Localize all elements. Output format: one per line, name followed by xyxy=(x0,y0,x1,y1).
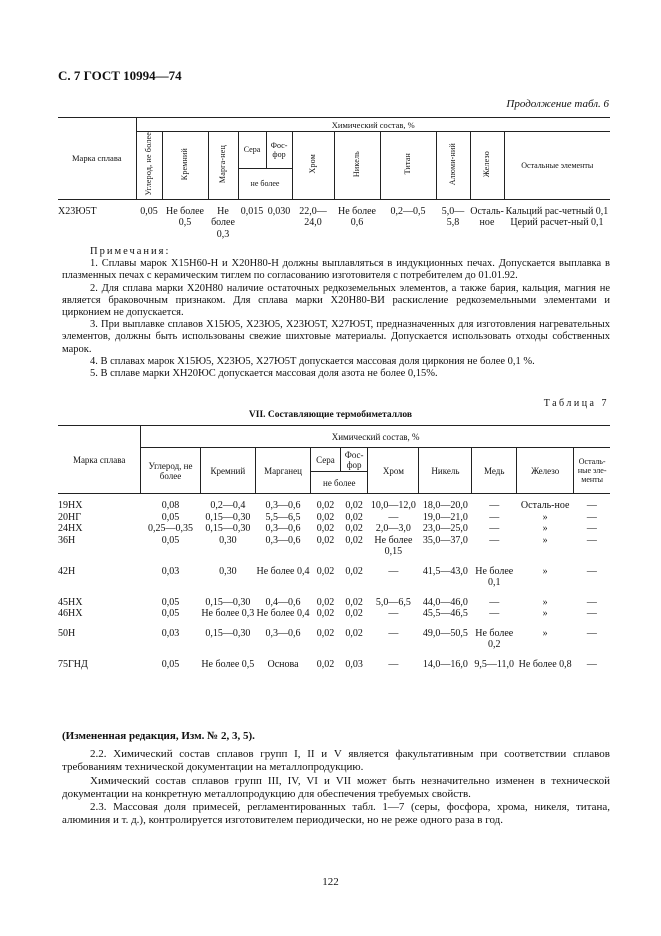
t7-cell-cr: — xyxy=(388,627,399,639)
t7-cell-o: — xyxy=(586,627,597,639)
table-7 xyxy=(58,425,610,670)
t7-cell-o: — xyxy=(586,523,597,534)
t6-cell-grade: Х23Ю5Т xyxy=(58,205,97,217)
t7-cell-si: 0,15—0,30 xyxy=(205,627,251,639)
table-7-label: Таблица 7 xyxy=(543,398,609,409)
t7-cell-cr: — xyxy=(388,511,399,523)
t7-cell-fe: » xyxy=(542,565,548,577)
t7-cell-o: — xyxy=(586,500,597,511)
t7-cell-s: 0,02 xyxy=(316,565,335,577)
t7-cell-mn: Не более 0,4 xyxy=(256,608,310,619)
t7-others-header: Осталь-ные эле-менты xyxy=(574,448,610,494)
table-row xyxy=(58,620,610,651)
t7-cell-fe: » xyxy=(542,596,548,608)
t7-cell-cr: 5,0—6,5 xyxy=(375,596,411,608)
table-row xyxy=(58,535,610,558)
t6-notmore-header: не более xyxy=(238,168,292,199)
t7-cell-p: 0,02 xyxy=(345,523,363,534)
t7-cell-s: 0,02 xyxy=(316,534,335,546)
note-4: 4. В сплавах марок Х15Ю5, Х23Ю5, Х27Ю5Т допускается массовая доля циркония не более 0,1 %. xyxy=(90,355,535,367)
t7-cell-si: 0,2—0,4 xyxy=(210,500,246,511)
page-number: 122 xyxy=(322,876,339,888)
t7-cell-g: 42Н xyxy=(58,565,76,577)
t7-cell-mn: 0,3—0,6 xyxy=(265,627,301,639)
t6-cell-c: 0,05 xyxy=(140,205,158,217)
t7-carbon-header: Углерод, не более xyxy=(141,448,200,494)
table-row xyxy=(58,494,610,512)
t7-cell-ni: 35,0—37,0 xyxy=(422,534,468,546)
t7-cell-g: 50Н xyxy=(58,627,76,639)
t6-cell-p: 0,030 xyxy=(267,205,291,217)
t7-cell-cu: — xyxy=(489,523,500,534)
t7-cell-ni: 49,0—50,5 xyxy=(422,627,468,639)
t7-cell-s: 0,02 xyxy=(316,500,335,511)
t7-cell-mn: 5,5—6,5 xyxy=(265,511,301,523)
t7-chromium-header: Хром xyxy=(368,448,419,494)
t7-cell-c: 0,03 xyxy=(161,565,180,577)
t7-cell-si: Не более 0,5 xyxy=(201,658,255,670)
t6-cell-mn: Не более 0,3 xyxy=(211,205,235,240)
page-header: С. 7 ГОСТ 10994—74 xyxy=(58,68,182,83)
t7-cell-cr: 10,0—12,0 xyxy=(370,500,416,511)
t7-cell-fe: » xyxy=(542,523,548,534)
t7-cell-ni: 41,5—43,0 xyxy=(422,565,468,577)
t7-cell-cu: Не более 0,2 xyxy=(475,627,514,650)
t6-chromium-header: Хром xyxy=(292,132,334,200)
t6-titanium-header: Титан xyxy=(380,132,436,200)
t6-aluminium-header: Алюми-ний xyxy=(436,132,470,200)
t6-silicon-header: Кремний xyxy=(162,132,208,200)
t7-cell-p: 0,02 xyxy=(345,596,363,608)
t7-cell-c: 0,05 xyxy=(161,608,180,619)
note-5: 5. В сплаве марки ХН20ЮС допускается массовая доля азота не более 0,15%. xyxy=(90,368,438,380)
t6-sulfur-header: Сера xyxy=(238,132,266,169)
table-row xyxy=(58,608,610,620)
notes-block xyxy=(62,246,610,380)
t7-cell-fe: » xyxy=(542,511,548,523)
t7-cell-cr: — xyxy=(388,565,399,577)
t6-iron-header: Железо xyxy=(470,132,504,200)
t7-cell-c: 0,05 xyxy=(161,511,180,523)
t7-cell-cu: — xyxy=(489,511,500,523)
t6-others-header: Остальные элементы xyxy=(504,132,610,200)
t7-cell-mn: Не более 0,4 xyxy=(256,565,310,577)
t7-cell-c: 0,05 xyxy=(161,596,180,608)
t7-cell-cu: — xyxy=(489,596,500,608)
t6-cell-ti: 0,2—0,5 xyxy=(390,205,426,217)
t7-cell-si: 0,30 xyxy=(219,565,237,577)
t7-cell-c: 0,05 xyxy=(161,534,180,546)
table-row xyxy=(58,589,610,609)
t7-cell-g: 46НХ xyxy=(58,608,83,619)
t7-cell-fe: » xyxy=(542,608,548,619)
t7-cell-g: 24НХ xyxy=(58,523,83,534)
t7-cell-fe: » xyxy=(542,534,548,546)
t7-cell-p: 0,02 xyxy=(345,608,363,619)
t7-cell-cu: — xyxy=(489,534,500,546)
t7-cell-g: 19НХ xyxy=(58,500,83,511)
t7-cell-o: — xyxy=(586,608,597,619)
t7-cell-mn: 0,3—0,6 xyxy=(265,523,301,534)
t7-cell-si: Не более 0,3 xyxy=(201,608,255,619)
note-3: 3. При выплавке сплавов Х15Ю5, Х23Ю5, Х23Ю5Т, Х27Ю5Т, предназначенных для изготовления нагревательных элементов, должны быть использованы свежие шихтовые материалы. Допускается использовать отходы собственных марок. xyxy=(62,319,610,355)
t7-sulfur-header: Сера xyxy=(311,448,341,472)
t7-cell-o: — xyxy=(586,658,597,670)
t7-cell-s: 0,02 xyxy=(316,627,335,639)
note-1: 1. Сплавы марок Х15Н60-Н и Х20Н80-Н должны выплавляться в индукционных печах. Допускается выплавка в плазменных печах с керамическим тиглем по согласованию изготовителя с потребителем до 01.01.92. xyxy=(62,258,610,282)
t6-phosphorus-header: Фос-фор xyxy=(266,132,292,169)
t7-cell-p: 0,02 xyxy=(345,534,363,546)
t7-cell-c: 0,05 xyxy=(161,658,180,670)
t7-cell-mn: Основа xyxy=(267,658,299,670)
edition-note: (Измененная редакция, Изм. № 2, 3, 5). xyxy=(62,730,255,742)
table-6 xyxy=(58,117,610,240)
t6-cell-ni: Не более 0,6 xyxy=(338,205,376,229)
t7-cell-fe: Не более 0,8 xyxy=(518,658,572,670)
t7-manganese-header: Марганец xyxy=(255,448,310,494)
t7-cell-mn: 0,3—0,6 xyxy=(265,534,301,546)
t7-notmore-header: не более xyxy=(311,472,368,494)
t7-cell-g: 75ГНД xyxy=(58,658,88,670)
t7-cell-cu: 9,5—11,0 xyxy=(474,658,515,670)
t7-cell-si: 0,30 xyxy=(219,534,237,546)
t7-cell-fe: » xyxy=(542,627,548,639)
t7-cell-si: 0,15—0,30 xyxy=(205,523,251,534)
t7-grade-header: Марка сплава xyxy=(58,426,141,494)
t7-nickel-header: Никель xyxy=(419,448,472,494)
table-row xyxy=(58,199,610,240)
t7-chem-header: Химический состав, % xyxy=(141,426,610,448)
t7-cell-cr: — xyxy=(388,658,399,670)
paragraph-2-2-b: Химический состав сплавов групп III, IV, VI и VII может быть незначительно изменен в технической документации на конкретную металлопродукцию для обеспечения требуемых свойств. xyxy=(62,774,610,800)
t7-cell-c: 0,25—0,35 xyxy=(148,523,194,534)
t7-cell-cr: — xyxy=(388,608,399,619)
t6-cell-al: 5,0—5,8 xyxy=(441,205,465,229)
t7-silicon-header: Кремний xyxy=(200,448,255,494)
paragraph-2-3: 2.3. Массовая доля примесей, регламентированных табл. 1—7 (серы, фосфора, хрома, никеля, титана, алюминия и т. д.), контролируется изготовителем периодически, но не реже одного раза в год. xyxy=(62,801,610,827)
t7-cell-mn: 0,3—0,6 xyxy=(265,500,301,511)
t6-chem-header: Химический состав, % xyxy=(136,118,610,132)
t7-cell-p: 0,02 xyxy=(345,500,363,511)
t7-cell-p: 0,02 xyxy=(345,565,363,577)
body-text xyxy=(62,730,610,827)
table-row xyxy=(58,512,610,524)
t7-cell-cu: — xyxy=(489,500,500,511)
t7-cell-ni: 18,0—20,0 xyxy=(422,500,468,511)
paragraph-2-2: 2.2. Химический состав сплавов групп I, II и V является факультативным при соответствии сплавов требованиям технической документации на металлопродукцию. xyxy=(62,748,610,774)
t7-cell-o: — xyxy=(586,565,597,577)
t7-cell-p: 0,02 xyxy=(345,511,363,523)
t7-cell-ni: 19,0—21,0 xyxy=(422,511,468,523)
t7-cell-p: 0,03 xyxy=(345,658,363,670)
t7-cell-o: — xyxy=(586,534,597,546)
t7-cell-mn: 0,4—0,6 xyxy=(265,596,301,608)
table-row xyxy=(58,558,610,589)
t7-cell-ni: 23,0—25,0 xyxy=(422,523,468,534)
t7-cell-cr: 2,0—3,0 xyxy=(375,523,411,534)
t6-nickel-header: Никель xyxy=(334,132,380,200)
t7-cell-ni: 14,0—16,0 xyxy=(422,658,468,670)
table-7-title: VII. Составляющие термобиметаллов xyxy=(248,410,413,420)
t7-cell-g: 36Н xyxy=(58,534,76,546)
t7-cell-g: 45НХ xyxy=(58,596,83,608)
t7-cell-o: — xyxy=(586,596,597,608)
t7-iron-header: Железо xyxy=(517,448,574,494)
t7-cell-cu: Не более 0,1 xyxy=(475,565,514,588)
t6-cell-s: 0,015 xyxy=(240,205,264,217)
notes-title: Примечания: xyxy=(90,246,171,257)
t6-manganese-header: Марга-нец xyxy=(208,132,238,200)
t6-cell-other: Кальций рас-четный 0,1 Церий расчет-ный 0,1 xyxy=(505,205,609,229)
t7-cell-ni: 45,5—46,5 xyxy=(422,608,468,619)
t7-cell-cr: Не более 0,15 xyxy=(374,534,413,557)
t6-cell-si: Не более 0,5 xyxy=(166,205,204,229)
t6-carbon-header: Углерод, не более xyxy=(136,132,162,200)
t7-cell-s: 0,02 xyxy=(316,658,335,670)
t7-cell-o: — xyxy=(586,511,597,523)
t7-cell-s: 0,02 xyxy=(316,523,335,534)
t6-cell-fe: Осталь-ное xyxy=(470,205,504,229)
t7-cell-p: 0,02 xyxy=(345,627,363,639)
t7-cell-c: 0,03 xyxy=(161,627,180,639)
t6-cell-cr: 22,0—24,0 xyxy=(299,205,327,229)
table-row xyxy=(58,651,610,671)
t6-grade-header: Марка сплава xyxy=(58,118,136,200)
note-2: 2. Для сплава марки Х20Н80 наличие остаточных редкоземельных элементов, а также бария, кальция, магния не является браковочным признаком. Для сплава марки Х20Н80-ВИ раскисление редкоземельными элементами и цирконием не допускается. xyxy=(62,282,610,319)
t7-copper-header: Медь xyxy=(472,448,517,494)
t7-cell-s: 0,02 xyxy=(316,511,335,523)
t7-cell-s: 0,02 xyxy=(316,608,335,619)
table-continuation-label: Продолжение табл. 6 xyxy=(506,98,609,110)
t7-cell-cu: — xyxy=(489,608,500,619)
t7-cell-s: 0,02 xyxy=(316,596,335,608)
t7-cell-g: 20НГ xyxy=(58,511,82,523)
t7-cell-si: 0,15—0,30 xyxy=(205,511,251,523)
t7-cell-ni: 44,0—46,0 xyxy=(422,596,468,608)
t7-cell-fe: Осталь-ное xyxy=(520,500,570,511)
t7-cell-c: 0,08 xyxy=(161,500,180,511)
t7-cell-si: 0,15—0,30 xyxy=(205,596,251,608)
t7-phosphorus-header: Фос-фор xyxy=(340,448,368,472)
table-row xyxy=(58,523,610,535)
